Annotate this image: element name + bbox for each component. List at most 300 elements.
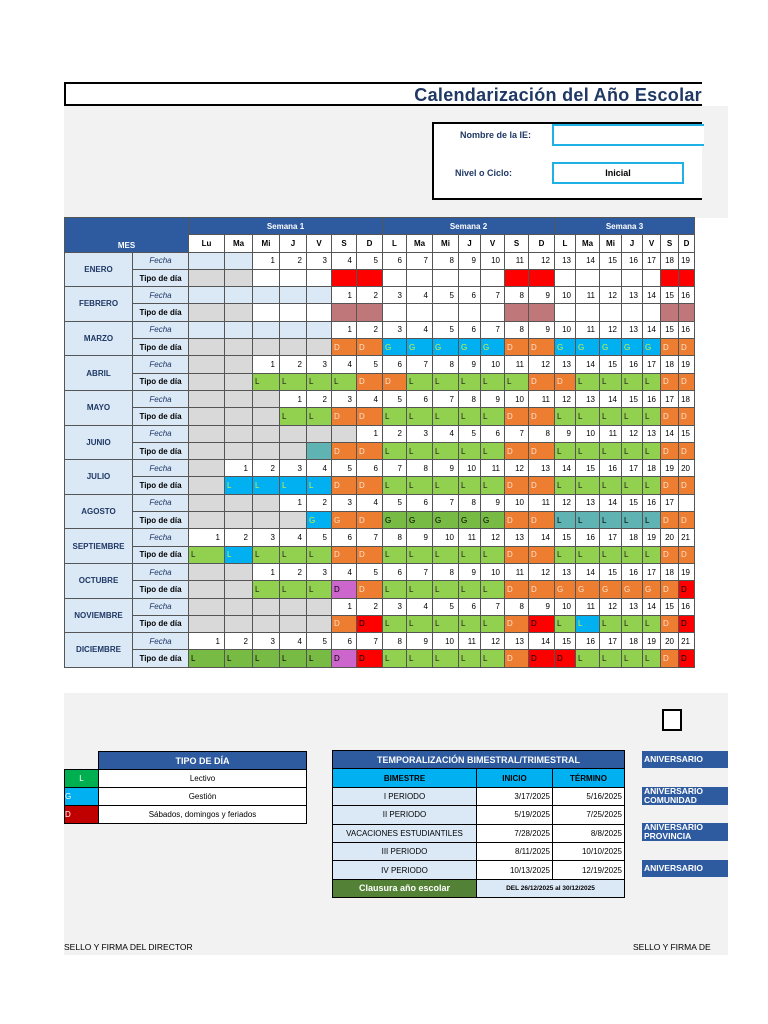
day-type-cell[interactable]: G: [433, 339, 459, 356]
day-type-cell[interactable]: [307, 269, 332, 286]
day-type-cell[interactable]: L: [407, 477, 433, 494]
day-type-cell[interactable]: [661, 304, 679, 321]
day-type-cell[interactable]: [280, 512, 307, 529]
day-type-cell[interactable]: L: [307, 373, 332, 390]
date-cell[interactable]: 15: [576, 460, 600, 477]
day-type-cell[interactable]: D: [661, 650, 679, 667]
date-cell[interactable]: 1: [253, 563, 280, 580]
date-cell[interactable]: 8: [433, 356, 459, 373]
day-type-cell[interactable]: D: [505, 650, 529, 667]
day-type-cell[interactable]: L: [307, 477, 332, 494]
date-cell[interactable]: 9: [555, 425, 576, 442]
date-cell[interactable]: 12: [600, 321, 622, 338]
date-cell[interactable]: 13: [643, 425, 661, 442]
date-cell[interactable]: 9: [529, 598, 555, 615]
date-cell[interactable]: 19: [661, 460, 679, 477]
date-cell[interactable]: 6: [357, 460, 383, 477]
date-cell[interactable]: 17: [661, 494, 679, 511]
day-type-cell[interactable]: L: [576, 477, 600, 494]
date-cell[interactable]: 13: [505, 529, 529, 546]
date-cell[interactable]: 4: [433, 425, 459, 442]
day-type-cell[interactable]: D: [332, 339, 357, 356]
date-cell[interactable]: 8: [505, 598, 529, 615]
day-type-cell[interactable]: L: [622, 512, 643, 529]
date-cell[interactable]: 8: [433, 563, 459, 580]
day-type-cell[interactable]: L: [481, 442, 505, 459]
date-cell[interactable]: 3: [307, 563, 332, 580]
date-cell[interactable]: 12: [505, 460, 529, 477]
day-type-cell[interactable]: L: [433, 373, 459, 390]
day-type-cell[interactable]: L: [383, 650, 407, 667]
date-cell[interactable]: 15: [600, 252, 622, 269]
date-cell[interactable]: 8: [383, 633, 407, 650]
day-type-cell[interactable]: D: [529, 477, 555, 494]
day-type-cell[interactable]: L: [433, 615, 459, 632]
day-type-cell[interactable]: D: [661, 373, 679, 390]
date-cell[interactable]: 5: [307, 529, 332, 546]
date-cell[interactable]: 17: [643, 563, 661, 580]
date-cell[interactable]: 5: [357, 563, 383, 580]
day-type-cell[interactable]: L: [225, 650, 253, 667]
day-type-cell[interactable]: G: [407, 339, 433, 356]
day-type-cell[interactable]: L: [643, 615, 661, 632]
date-cell[interactable]: 9: [407, 633, 433, 650]
day-type-cell[interactable]: D: [357, 581, 383, 598]
date-cell[interactable]: 11: [529, 390, 555, 407]
day-type-cell[interactable]: [225, 269, 253, 286]
date-cell[interactable]: 1: [189, 633, 225, 650]
date-cell[interactable]: 11: [459, 633, 481, 650]
day-type-cell[interactable]: D: [529, 615, 555, 632]
date-cell[interactable]: 10: [505, 390, 529, 407]
day-type-cell[interactable]: D: [679, 477, 695, 494]
day-type-cell[interactable]: D: [332, 650, 357, 667]
day-type-cell[interactable]: [189, 339, 225, 356]
day-type-cell[interactable]: [280, 269, 307, 286]
date-cell[interactable]: 4: [407, 598, 433, 615]
day-type-cell[interactable]: D: [357, 546, 383, 563]
date-cell[interactable]: 13: [622, 287, 643, 304]
day-type-cell[interactable]: L: [481, 546, 505, 563]
date-cell[interactable]: 11: [600, 425, 622, 442]
day-type-cell[interactable]: L: [383, 615, 407, 632]
date-cell[interactable]: 7: [433, 390, 459, 407]
day-type-cell[interactable]: L: [600, 650, 622, 667]
date-cell[interactable]: 11: [505, 356, 529, 373]
day-type-cell[interactable]: L: [407, 581, 433, 598]
day-type-cell[interactable]: G: [622, 339, 643, 356]
date-cell[interactable]: 3: [383, 287, 407, 304]
day-type-cell[interactable]: L: [481, 477, 505, 494]
day-type-cell[interactable]: D: [661, 339, 679, 356]
date-cell[interactable]: 16: [679, 287, 695, 304]
day-type-cell[interactable]: D: [505, 581, 529, 598]
date-cell[interactable]: 5: [307, 633, 332, 650]
day-type-cell[interactable]: [189, 581, 225, 598]
date-cell[interactable]: 1: [357, 425, 383, 442]
date-cell[interactable]: 6: [407, 390, 433, 407]
date-cell[interactable]: 3: [307, 356, 332, 373]
day-type-cell[interactable]: D: [332, 581, 357, 598]
day-type-cell[interactable]: L: [600, 442, 622, 459]
date-cell[interactable]: 7: [357, 633, 383, 650]
date-cell[interactable]: [189, 356, 225, 373]
day-type-cell[interactable]: L: [643, 442, 661, 459]
date-cell[interactable]: 16: [622, 356, 643, 373]
date-cell[interactable]: 10: [555, 287, 576, 304]
date-cell[interactable]: 4: [280, 633, 307, 650]
day-type-cell[interactable]: [576, 304, 600, 321]
date-cell[interactable]: 13: [555, 356, 576, 373]
date-cell[interactable]: 10: [459, 460, 481, 477]
day-type-cell[interactable]: [307, 442, 332, 459]
day-type-cell[interactable]: L: [576, 650, 600, 667]
day-type-cell[interactable]: L: [253, 373, 280, 390]
day-type-cell[interactable]: G: [576, 339, 600, 356]
date-cell[interactable]: 15: [622, 494, 643, 511]
day-type-cell[interactable]: L: [622, 650, 643, 667]
date-cell[interactable]: 6: [459, 321, 481, 338]
day-type-cell[interactable]: L: [307, 408, 332, 425]
day-type-cell[interactable]: D: [529, 581, 555, 598]
date-cell[interactable]: [307, 425, 332, 442]
date-cell[interactable]: 12: [555, 390, 576, 407]
date-cell[interactable]: [225, 425, 253, 442]
date-cell[interactable]: 9: [529, 321, 555, 338]
date-cell[interactable]: 13: [529, 460, 555, 477]
date-cell[interactable]: [307, 598, 332, 615]
day-type-cell[interactable]: L: [407, 650, 433, 667]
date-cell[interactable]: 11: [505, 563, 529, 580]
day-type-cell[interactable]: D: [357, 477, 383, 494]
day-type-cell[interactable]: [661, 269, 679, 286]
date-cell[interactable]: 3: [332, 494, 357, 511]
date-cell[interactable]: 2: [225, 529, 253, 546]
day-type-cell[interactable]: L: [622, 408, 643, 425]
day-type-cell[interactable]: [383, 269, 407, 286]
date-cell[interactable]: 6: [459, 287, 481, 304]
day-type-cell[interactable]: [280, 615, 307, 632]
day-type-cell[interactable]: D: [505, 512, 529, 529]
day-type-cell[interactable]: L: [383, 581, 407, 598]
day-type-cell[interactable]: D: [555, 373, 576, 390]
date-cell[interactable]: 6: [383, 252, 407, 269]
date-cell[interactable]: [225, 563, 253, 580]
day-type-cell[interactable]: G: [555, 581, 576, 598]
date-cell[interactable]: 16: [622, 563, 643, 580]
day-type-cell[interactable]: D: [383, 373, 407, 390]
day-type-cell[interactable]: L: [555, 512, 576, 529]
day-type-cell[interactable]: L: [433, 442, 459, 459]
day-type-cell[interactable]: L: [600, 373, 622, 390]
date-cell[interactable]: [307, 287, 332, 304]
date-cell[interactable]: [225, 356, 253, 373]
date-cell[interactable]: [280, 287, 307, 304]
day-type-cell[interactable]: [600, 304, 622, 321]
day-type-cell[interactable]: [357, 269, 383, 286]
date-cell[interactable]: 13: [622, 598, 643, 615]
day-type-cell[interactable]: L: [459, 615, 481, 632]
date-cell[interactable]: [189, 494, 225, 511]
day-type-cell[interactable]: L: [643, 477, 661, 494]
date-cell[interactable]: 8: [433, 252, 459, 269]
date-cell[interactable]: 6: [332, 633, 357, 650]
day-type-cell[interactable]: [307, 339, 332, 356]
day-type-cell[interactable]: D: [357, 512, 383, 529]
date-cell[interactable]: 11: [576, 287, 600, 304]
day-type-cell[interactable]: [529, 269, 555, 286]
day-type-cell[interactable]: [481, 269, 505, 286]
date-cell[interactable]: 3: [383, 321, 407, 338]
date-cell[interactable]: 4: [407, 287, 433, 304]
day-type-cell[interactable]: L: [481, 650, 505, 667]
date-cell[interactable]: 3: [383, 598, 407, 615]
day-type-cell[interactable]: G: [383, 339, 407, 356]
day-type-cell[interactable]: G: [643, 581, 661, 598]
day-type-cell[interactable]: [189, 269, 225, 286]
date-cell[interactable]: 6: [481, 425, 505, 442]
day-type-cell[interactable]: D: [332, 546, 357, 563]
date-cell[interactable]: [225, 598, 253, 615]
day-type-cell[interactable]: [505, 304, 529, 321]
day-type-cell[interactable]: L: [307, 650, 332, 667]
day-type-cell[interactable]: G: [433, 512, 459, 529]
date-cell[interactable]: 5: [433, 287, 459, 304]
day-type-cell[interactable]: L: [407, 373, 433, 390]
day-type-cell[interactable]: D: [332, 477, 357, 494]
date-cell[interactable]: 7: [407, 356, 433, 373]
day-type-cell[interactable]: L: [459, 581, 481, 598]
date-cell[interactable]: 8: [459, 390, 481, 407]
day-type-cell[interactable]: D: [505, 615, 529, 632]
day-type-cell[interactable]: D: [332, 408, 357, 425]
date-cell[interactable]: 19: [679, 563, 695, 580]
date-cell[interactable]: 14: [643, 287, 661, 304]
date-cell[interactable]: 11: [529, 494, 555, 511]
date-cell[interactable]: 15: [555, 633, 576, 650]
day-type-cell[interactable]: L: [459, 442, 481, 459]
date-cell[interactable]: [332, 425, 357, 442]
date-cell[interactable]: 10: [481, 356, 505, 373]
date-cell[interactable]: 13: [555, 252, 576, 269]
date-cell[interactable]: 18: [661, 252, 679, 269]
date-cell[interactable]: 4: [332, 563, 357, 580]
day-type-cell[interactable]: L: [280, 650, 307, 667]
day-type-cell[interactable]: L: [459, 650, 481, 667]
date-cell[interactable]: 4: [357, 494, 383, 511]
date-cell[interactable]: [307, 321, 332, 338]
date-cell[interactable]: 5: [357, 252, 383, 269]
date-cell[interactable]: 17: [622, 460, 643, 477]
day-type-cell[interactable]: L: [600, 408, 622, 425]
day-type-cell[interactable]: L: [555, 477, 576, 494]
date-cell[interactable]: 9: [459, 252, 481, 269]
date-cell[interactable]: 15: [661, 598, 679, 615]
day-type-cell[interactable]: [307, 304, 332, 321]
date-cell[interactable]: 16: [600, 460, 622, 477]
day-type-cell[interactable]: L: [459, 477, 481, 494]
date-cell[interactable]: 20: [661, 529, 679, 546]
date-cell[interactable]: 12: [529, 356, 555, 373]
day-type-cell[interactable]: L: [189, 650, 225, 667]
date-cell[interactable]: 4: [332, 252, 357, 269]
day-type-cell[interactable]: L: [555, 408, 576, 425]
day-type-cell[interactable]: [189, 477, 225, 494]
day-type-cell[interactable]: L: [505, 373, 529, 390]
day-type-cell[interactable]: L: [643, 373, 661, 390]
day-type-cell[interactable]: [576, 269, 600, 286]
date-cell[interactable]: 5: [332, 460, 357, 477]
day-type-cell[interactable]: [332, 304, 357, 321]
day-type-cell[interactable]: L: [433, 650, 459, 667]
date-cell[interactable]: [253, 390, 280, 407]
date-cell[interactable]: 14: [529, 633, 555, 650]
day-type-cell[interactable]: L: [459, 546, 481, 563]
day-type-cell[interactable]: [189, 408, 225, 425]
date-cell[interactable]: 14: [661, 425, 679, 442]
day-type-cell[interactable]: D: [505, 339, 529, 356]
day-type-cell[interactable]: [307, 615, 332, 632]
day-type-cell[interactable]: D: [555, 650, 576, 667]
day-type-cell[interactable]: G: [307, 512, 332, 529]
day-type-cell[interactable]: [679, 269, 695, 286]
day-type-cell[interactable]: D: [661, 477, 679, 494]
day-type-cell[interactable]: L: [253, 477, 280, 494]
day-type-cell[interactable]: [280, 339, 307, 356]
day-type-cell[interactable]: [643, 304, 661, 321]
date-cell[interactable]: 16: [576, 529, 600, 546]
school-input[interactable]: [552, 124, 704, 146]
day-type-cell[interactable]: L: [600, 615, 622, 632]
date-cell[interactable]: [189, 390, 225, 407]
date-cell[interactable]: 16: [576, 633, 600, 650]
day-type-cell[interactable]: D: [661, 581, 679, 598]
day-type-cell[interactable]: L: [459, 408, 481, 425]
date-cell[interactable]: 10: [576, 425, 600, 442]
date-cell[interactable]: 8: [505, 287, 529, 304]
date-cell[interactable]: 2: [357, 598, 383, 615]
date-cell[interactable]: [225, 287, 253, 304]
date-cell[interactable]: 12: [529, 563, 555, 580]
date-cell[interactable]: 13: [622, 321, 643, 338]
date-cell[interactable]: 3: [280, 460, 307, 477]
day-type-cell[interactable]: L: [332, 373, 357, 390]
day-type-cell[interactable]: D: [679, 615, 695, 632]
date-cell[interactable]: 7: [407, 563, 433, 580]
day-type-cell[interactable]: L: [622, 373, 643, 390]
day-type-cell[interactable]: [622, 269, 643, 286]
date-cell[interactable]: 15: [622, 390, 643, 407]
day-type-cell[interactable]: D: [679, 546, 695, 563]
day-type-cell[interactable]: [253, 408, 280, 425]
date-cell[interactable]: 4: [407, 321, 433, 338]
date-cell[interactable]: 17: [600, 529, 622, 546]
day-type-cell[interactable]: D: [679, 408, 695, 425]
day-type-cell[interactable]: L: [481, 408, 505, 425]
day-type-cell[interactable]: L: [253, 546, 280, 563]
day-type-cell[interactable]: G: [555, 339, 576, 356]
day-type-cell[interactable]: G: [407, 512, 433, 529]
date-cell[interactable]: 16: [643, 390, 661, 407]
date-cell[interactable]: 4: [280, 529, 307, 546]
day-type-cell[interactable]: D: [505, 546, 529, 563]
day-type-cell[interactable]: L: [643, 512, 661, 529]
date-cell[interactable]: 11: [505, 252, 529, 269]
date-cell[interactable]: 18: [622, 529, 643, 546]
date-cell[interactable]: 19: [679, 252, 695, 269]
date-cell[interactable]: 6: [383, 356, 407, 373]
day-type-cell[interactable]: [253, 339, 280, 356]
level-input[interactable]: Inicial: [552, 162, 684, 184]
day-type-cell[interactable]: [459, 304, 481, 321]
day-type-cell[interactable]: L: [622, 615, 643, 632]
day-type-cell[interactable]: D: [529, 373, 555, 390]
date-cell[interactable]: 9: [481, 390, 505, 407]
day-type-cell[interactable]: L: [622, 546, 643, 563]
day-type-cell[interactable]: L: [407, 442, 433, 459]
day-type-cell[interactable]: D: [529, 442, 555, 459]
day-type-cell[interactable]: G: [600, 581, 622, 598]
date-cell[interactable]: 2: [280, 252, 307, 269]
date-cell[interactable]: 4: [357, 390, 383, 407]
date-cell[interactable]: 12: [529, 252, 555, 269]
day-type-cell[interactable]: [433, 269, 459, 286]
date-cell[interactable]: 13: [576, 390, 600, 407]
date-cell[interactable]: 10: [555, 321, 576, 338]
day-type-cell[interactable]: [189, 512, 225, 529]
date-cell[interactable]: 13: [555, 563, 576, 580]
day-type-cell[interactable]: [280, 304, 307, 321]
date-cell[interactable]: [253, 494, 280, 511]
day-type-cell[interactable]: L: [307, 581, 332, 598]
day-type-cell[interactable]: D: [332, 442, 357, 459]
day-type-cell[interactable]: D: [529, 546, 555, 563]
day-type-cell[interactable]: L: [407, 615, 433, 632]
day-type-cell[interactable]: D: [357, 339, 383, 356]
date-cell[interactable]: 9: [407, 529, 433, 546]
date-cell[interactable]: [189, 598, 225, 615]
day-type-cell[interactable]: [357, 304, 383, 321]
date-cell[interactable]: 18: [661, 356, 679, 373]
date-cell[interactable]: [189, 425, 225, 442]
date-cell[interactable]: 16: [679, 321, 695, 338]
day-type-cell[interactable]: L: [280, 477, 307, 494]
date-cell[interactable]: 7: [481, 321, 505, 338]
day-type-cell[interactable]: [643, 269, 661, 286]
checkbox[interactable]: [662, 709, 682, 731]
day-type-cell[interactable]: [225, 373, 253, 390]
day-type-cell[interactable]: [253, 512, 280, 529]
day-type-cell[interactable]: [280, 442, 307, 459]
date-cell[interactable]: 3: [253, 529, 280, 546]
date-cell[interactable]: 2: [307, 494, 332, 511]
day-type-cell[interactable]: L: [280, 408, 307, 425]
day-type-cell[interactable]: L: [253, 650, 280, 667]
date-cell[interactable]: 19: [643, 529, 661, 546]
day-type-cell[interactable]: L: [600, 477, 622, 494]
day-type-cell[interactable]: D: [679, 581, 695, 598]
day-type-cell[interactable]: [332, 269, 357, 286]
day-type-cell[interactable]: [189, 373, 225, 390]
day-type-cell[interactable]: L: [433, 581, 459, 598]
date-cell[interactable]: 2: [307, 390, 332, 407]
day-type-cell[interactable]: [225, 304, 253, 321]
date-cell[interactable]: 1: [253, 252, 280, 269]
date-cell[interactable]: 5: [459, 425, 481, 442]
date-cell[interactable]: 21: [679, 529, 695, 546]
day-type-cell[interactable]: L: [481, 581, 505, 598]
date-cell[interactable]: 1: [280, 494, 307, 511]
